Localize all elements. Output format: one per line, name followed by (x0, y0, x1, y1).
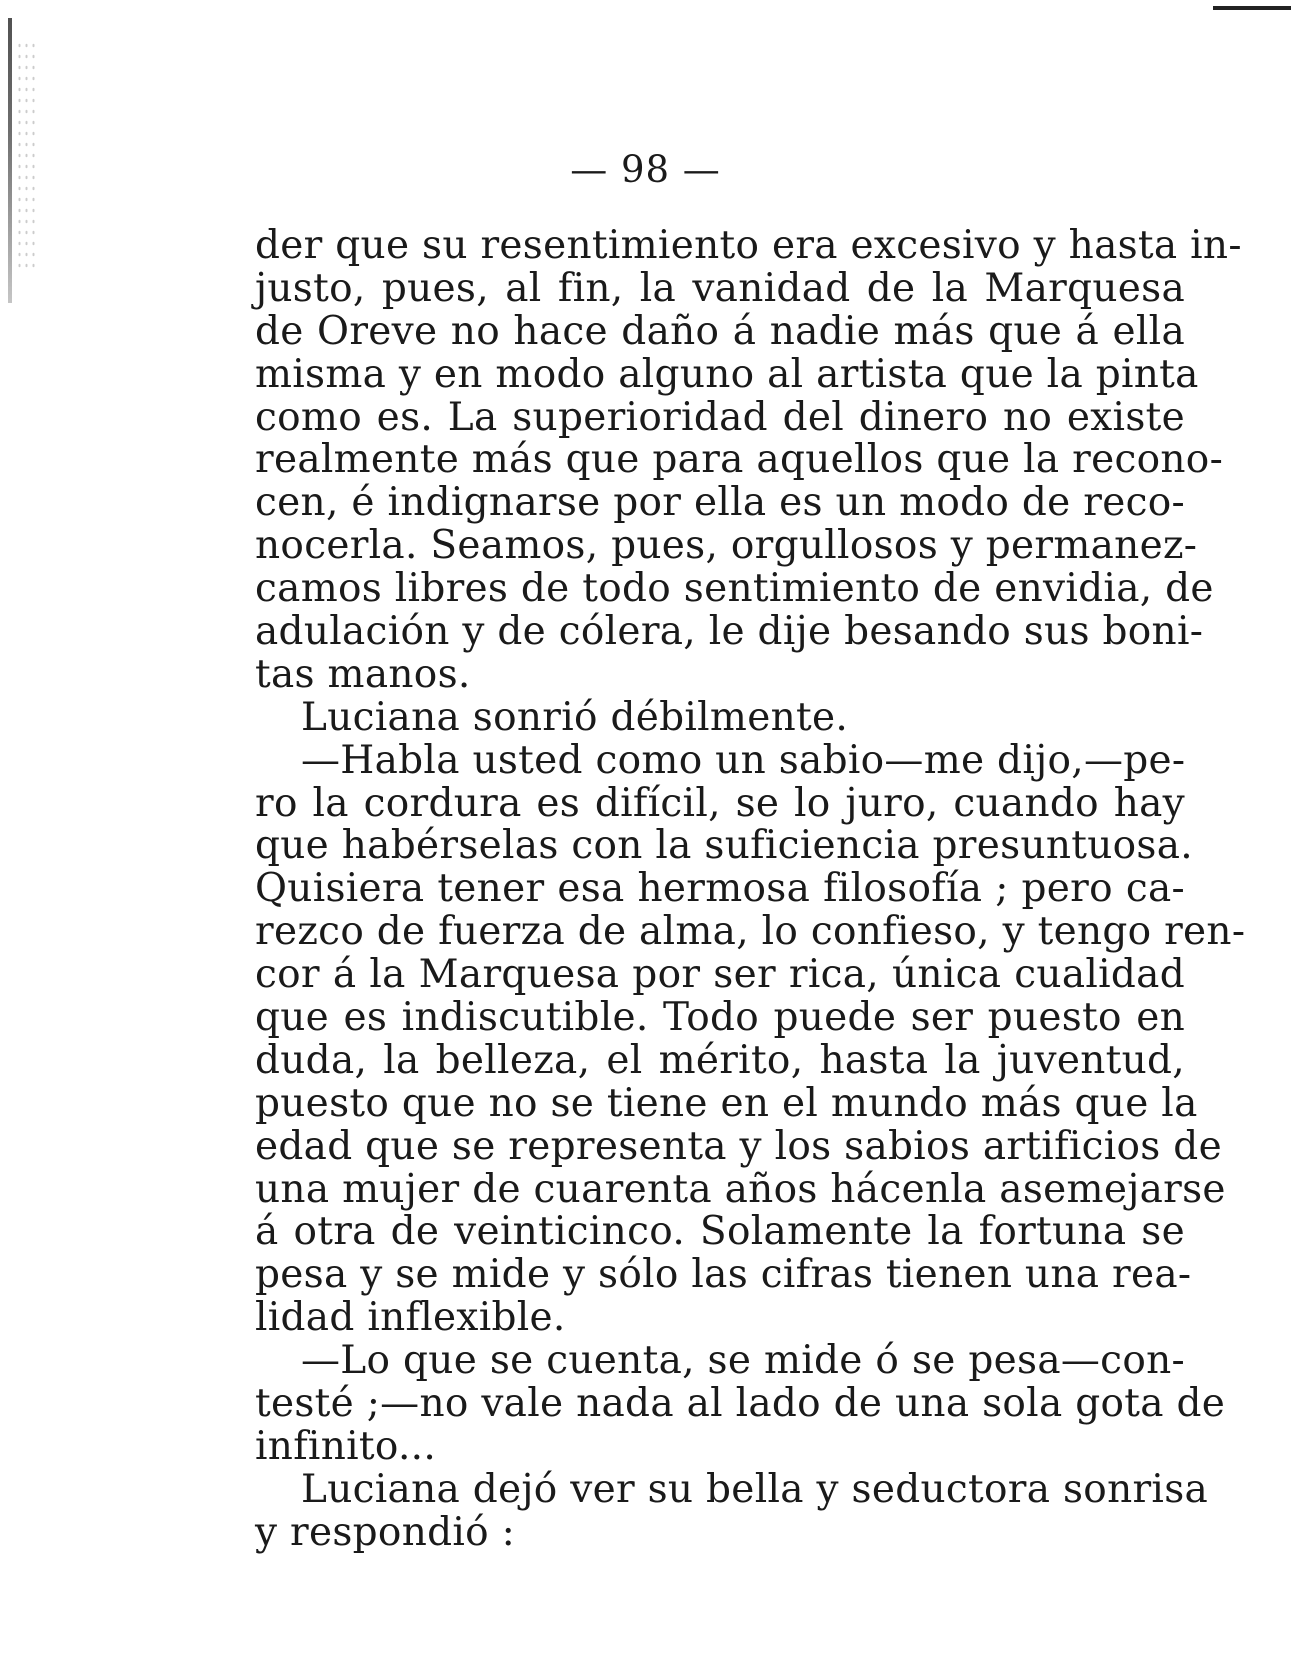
text-line: ro la cordura es difícil, se lo juro, cuando hay (255, 780, 1185, 826)
text-line: —Lo que se cuenta, se mide ó se pesa—con- (301, 1338, 1185, 1384)
text-line: realmente más que para aquellos que la recono- (255, 437, 1224, 483)
text-line: nocerla. Seamos, pues, orgullosos y permanez- (255, 523, 1198, 569)
text-line: testé ;—no vale nada al lado de una sola gota de (255, 1381, 1226, 1427)
text-line: Quisiera tener esa hermosa filosofía ; pero ca- (255, 866, 1185, 912)
text-line: Luciana sonrió débilmente. (301, 694, 849, 740)
page-body (255, 223, 1246, 1555)
text-line: rezco de fuerza de alma, lo confieso, y tengo ren- (255, 909, 1246, 955)
text-line: pesa y se mide y sólo las cifras tienen una rea- (255, 1252, 1192, 1298)
text-line: justo, pues, al fin, la vanidad de la Marquesa (255, 265, 1185, 311)
text-line: adulación y de cólera, le dije besando sus boni- (255, 609, 1204, 655)
text-line: una mujer de cuarenta años hácenla asemejarse (255, 1166, 1226, 1212)
text-line: —Habla usted como un sabio—me dijo,—pe- (301, 737, 1186, 783)
text-line: misma y en modo alguno al artista que la pinta (255, 351, 1199, 397)
text-line: camos libres de todo sentimiento de envidia, de (255, 566, 1214, 612)
text-line: tas manos. (255, 651, 471, 697)
text-line: de Oreve no hace daño á nadie más que á ella (255, 308, 1185, 354)
text-line: que habérselas con la suficiencia presuntuosa. (255, 823, 1193, 869)
text-line: lidad inflexible. (255, 1295, 566, 1341)
text-line: cor á la Marquesa por ser rica, única cualidad (255, 952, 1185, 998)
page-number: — 98 — (570, 148, 721, 191)
text-line: infinito... (255, 1423, 437, 1469)
text-line: Luciana dejó ver su bella y seductora sonrisa (301, 1466, 1209, 1512)
text-line: duda, la belleza, el mérito, hasta la juventud, (255, 1037, 1185, 1083)
text-line: edad que se representa y los sabios artificios de (255, 1123, 1222, 1169)
text-line: der que su resentimiento era excesivo y hasta in- (255, 223, 1242, 268)
text-line: á otra de veinticinco. Solamente la fortuna se (255, 1209, 1185, 1255)
text-line: y respondió : (255, 1509, 516, 1555)
text-line: puesto que no se tiene en el mundo más que la (255, 1080, 1198, 1126)
text-line: cen, é indignarse por ella es un modo de reco- (255, 480, 1185, 526)
scan-edge-mark-top (1213, 6, 1291, 10)
text-line: como es. La superioridad del dinero no existe (255, 394, 1185, 440)
text-line: que es indiscutible. Todo puede ser puesto en (255, 995, 1185, 1041)
